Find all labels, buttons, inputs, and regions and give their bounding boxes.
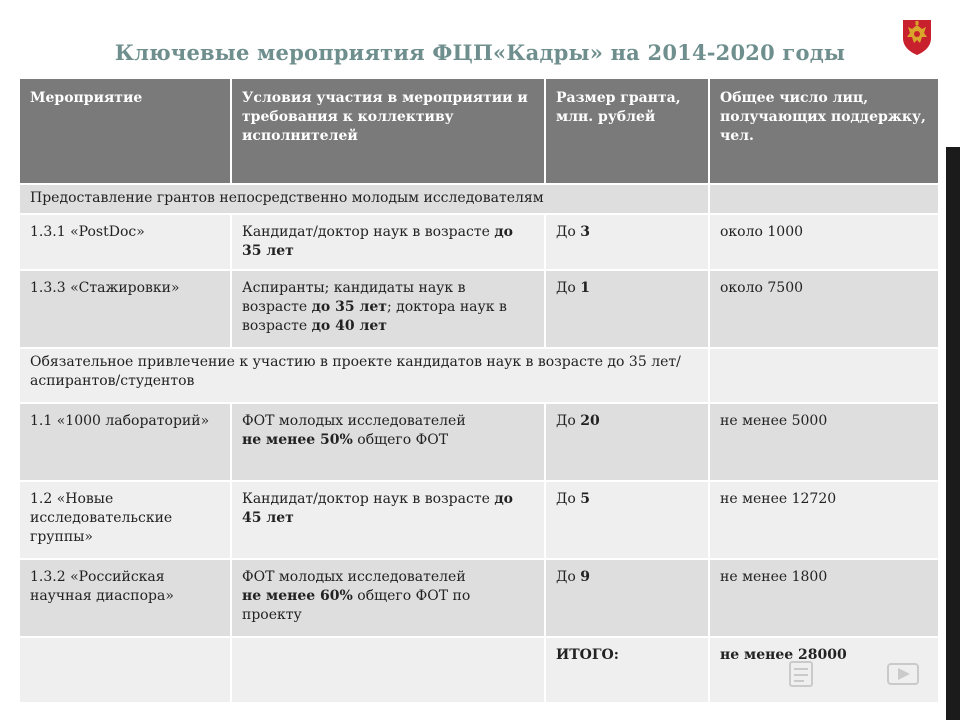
total-label: ИТОГО: xyxy=(545,637,709,703)
header-event: Мероприятие xyxy=(19,78,231,184)
people-cell: не менее 5000 xyxy=(709,403,939,481)
empty-cell xyxy=(709,348,939,403)
empty-cell xyxy=(709,184,939,214)
event-cell: 1.3.3 «Стажировки» xyxy=(19,270,231,348)
grant-cell: До 3 xyxy=(545,214,709,270)
people-cell: около 1000 xyxy=(709,214,939,270)
table-row xyxy=(19,559,939,637)
event-cell: 1.3.1 «PostDoc» xyxy=(19,214,231,270)
conditions-cell: Кандидат/доктор наук в возрасте до 45 лет xyxy=(231,481,545,559)
conditions-cell: Кандидат/доктор наук в возрасте до 35 лет xyxy=(231,214,545,270)
grant-cell: До 1 xyxy=(545,270,709,348)
event-cell: 1.2 «Новые исследовательские группы» xyxy=(19,481,231,559)
table-header-row xyxy=(19,78,939,184)
measures-table xyxy=(18,77,940,704)
table-row xyxy=(19,481,939,559)
conditions-cell: ФОТ молодых исследователей не менее 60% общего ФОТ по проекту xyxy=(231,559,545,637)
table-row xyxy=(19,214,939,270)
section-row xyxy=(19,348,939,403)
event-cell: 1.1 «1000 лабораторий» xyxy=(19,403,231,481)
total-people: не менее 28000 xyxy=(709,637,939,703)
conditions-cell: ФОТ молодых исследователей не менее 50% общего ФОТ xyxy=(231,403,545,481)
conditions-cell: Аспиранты; кандидаты наук в возрасте до 35 лет; доктора наук в возрасте до 40 лет xyxy=(231,270,545,348)
page-title: Ключевые мероприятия ФЦП«Кадры» на 2014-2020 годы xyxy=(114,40,846,65)
section-label: Обязательное привлечение к участию в проекте кандидатов наук в возрасте до 35 лет/аспирантов/студентов xyxy=(19,348,709,403)
table-row xyxy=(19,270,939,348)
section-row xyxy=(19,184,939,214)
table-row xyxy=(19,403,939,481)
section-label: Предоставление грантов непосредственно молодым исследователям xyxy=(19,184,709,214)
people-cell: не менее 1800 xyxy=(709,559,939,637)
grant-cell: До 9 xyxy=(545,559,709,637)
header-grant-size: Размер гранта, млн. рублей xyxy=(545,78,709,184)
people-cell: не менее 12720 xyxy=(709,481,939,559)
grant-cell: До 5 xyxy=(545,481,709,559)
empty-cell xyxy=(19,637,231,703)
header-conditions: Условия участия в мероприятии и требования к коллективу исполнителей xyxy=(231,78,545,184)
header-people-count: Общее число лиц, получающих поддержку, чел. xyxy=(709,78,939,184)
empty-cell xyxy=(231,637,545,703)
event-cell: 1.3.2 «Российская научная диаспора» xyxy=(19,559,231,637)
presentation-watermark-icon xyxy=(788,656,928,692)
russian-coat-of-arms-icon xyxy=(899,16,935,56)
right-edge-bar xyxy=(946,147,960,720)
grant-cell: До 20 xyxy=(545,403,709,481)
people-cell: около 7500 xyxy=(709,270,939,348)
